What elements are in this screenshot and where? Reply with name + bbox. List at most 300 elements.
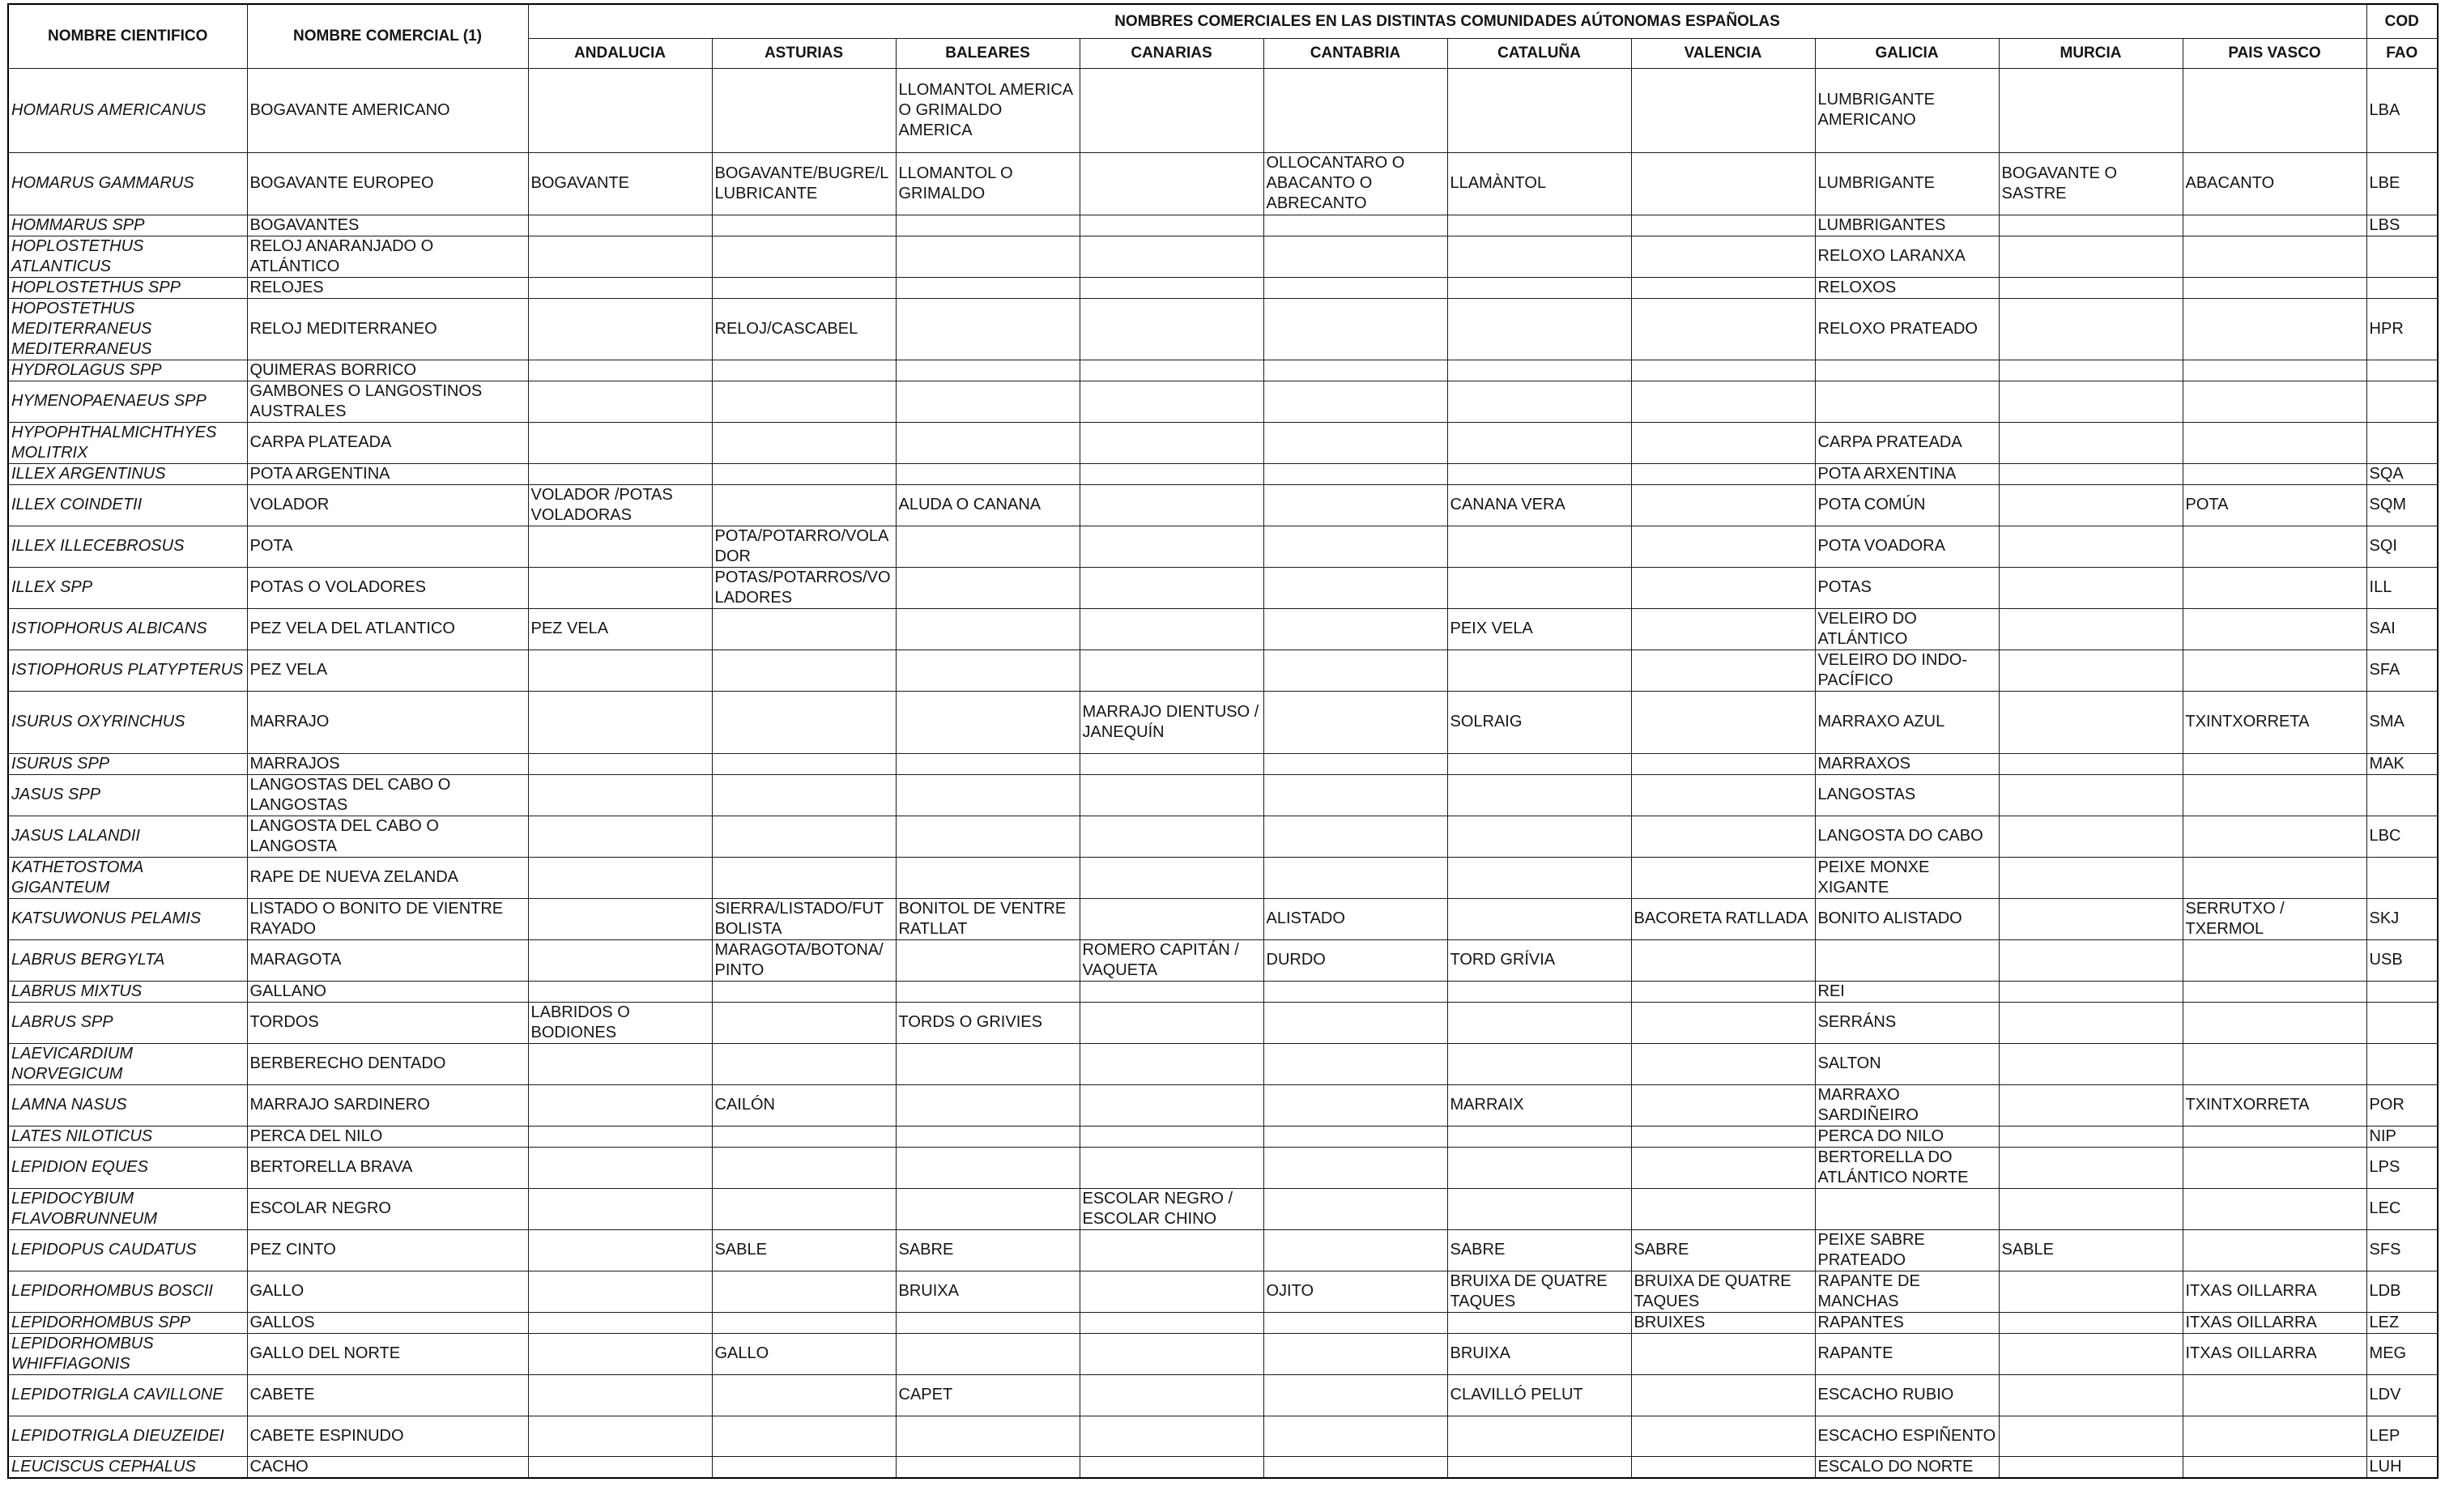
- pais-vasco-name-cell: TXINTXORRETA: [2183, 691, 2366, 753]
- asturias-name-cell: [712, 422, 896, 463]
- galicia-name-cell: PEIXE SABRE PRATEADO: [1815, 1229, 1999, 1271]
- cataluna-name-cell: TORD GRÍVIA: [1447, 939, 1631, 981]
- commercial-name-cell: VOLADOR: [247, 484, 528, 526]
- asturias-name-cell: GALLO: [712, 1333, 896, 1374]
- murcia-name-cell: [1999, 1084, 2183, 1126]
- table-row: [8, 1188, 2438, 1229]
- andalucia-name-cell: [528, 526, 712, 567]
- baleares-name-cell: [896, 1188, 1080, 1229]
- cataluna-name-cell: [1447, 650, 1631, 691]
- valencia-name-cell: [1631, 152, 1815, 215]
- pais-vasco-name-cell: [2183, 68, 2366, 152]
- galicia-name-cell: VELEIRO DO ATLÁNTICO: [1815, 608, 1999, 650]
- fao-code-cell: NIP: [2366, 1126, 2438, 1147]
- murcia-name-cell: [1999, 1043, 2183, 1084]
- galicia-name-cell: ESCALO DO NORTE: [1815, 1456, 1999, 1478]
- valencia-name-cell: BRUIXES: [1631, 1312, 1815, 1333]
- cataluna-name-cell: [1447, 857, 1631, 898]
- cantabria-name-cell: [1263, 1374, 1447, 1416]
- canarias-name-cell: [1080, 1416, 1263, 1456]
- valencia-name-cell: [1631, 753, 1815, 774]
- murcia-name-cell: [1999, 1456, 2183, 1478]
- murcia-name-cell: [1999, 422, 2183, 463]
- asturias-name-cell: [712, 215, 896, 236]
- pais-vasco-name-cell: [2183, 1043, 2366, 1084]
- commercial-name-cell: GALLOS: [247, 1312, 528, 1333]
- commercial-name-cell: GALLANO: [247, 981, 528, 1002]
- cantabria-name-cell: [1263, 1147, 1447, 1188]
- baleares-name-cell: ALUDA O CANANA: [896, 484, 1080, 526]
- scientific-name-cell: JASUS SPP: [8, 774, 247, 816]
- table-row: [8, 567, 2438, 608]
- andalucia-name-cell: [528, 236, 712, 277]
- table-row: [8, 1126, 2438, 1147]
- andalucia-name-cell: PEZ VELA: [528, 608, 712, 650]
- murcia-name-cell: [1999, 939, 2183, 981]
- andalucia-name-cell: [528, 360, 712, 381]
- cataluna-name-cell: [1447, 422, 1631, 463]
- fao-code-cell: LEC: [2366, 1188, 2438, 1229]
- scientific-name-cell: ILLEX ILLECEBROSUS: [8, 526, 247, 567]
- galicia-name-cell: VELEIRO DO INDO-PACÍFICO: [1815, 650, 1999, 691]
- cantabria-name-cell: OJITO: [1263, 1271, 1447, 1312]
- scientific-name-cell: HOMARUS GAMMARUS: [8, 152, 247, 215]
- valencia-name-cell: [1631, 1002, 1815, 1043]
- asturias-name-cell: [712, 1147, 896, 1188]
- commercial-name-cell: ESCOLAR NEGRO: [247, 1188, 528, 1229]
- canarias-name-cell: [1080, 567, 1263, 608]
- galicia-name-cell: RAPANTES: [1815, 1312, 1999, 1333]
- cantabria-name-cell: [1263, 567, 1447, 608]
- fao-code-cell: HPR: [2366, 298, 2438, 360]
- fao-code-cell: LUH: [2366, 1456, 2438, 1478]
- scientific-name-cell: HOPLOSTETHUS ATLANTICUS: [8, 236, 247, 277]
- pais-vasco-name-cell: [2183, 1229, 2366, 1271]
- valencia-name-cell: [1631, 360, 1815, 381]
- header-cod: COD: [2366, 4, 2438, 38]
- canarias-name-cell: ESCOLAR NEGRO / ESCOLAR CHINO: [1080, 1188, 1263, 1229]
- cantabria-name-cell: DURDO: [1263, 939, 1447, 981]
- canarias-name-cell: [1080, 1043, 1263, 1084]
- canarias-name-cell: [1080, 298, 1263, 360]
- commercial-name-cell: CACHO: [247, 1456, 528, 1478]
- scientific-name-cell: LEPIDORHOMBUS SPP: [8, 1312, 247, 1333]
- andalucia-name-cell: VOLADOR /POTAS VOLADORAS: [528, 484, 712, 526]
- pais-vasco-name-cell: [2183, 215, 2366, 236]
- andalucia-name-cell: LABRIDOS O BODIONES: [528, 1002, 712, 1043]
- andalucia-name-cell: [528, 753, 712, 774]
- fao-code-cell: SQM: [2366, 484, 2438, 526]
- canarias-name-cell: [1080, 422, 1263, 463]
- pais-vasco-name-cell: [2183, 650, 2366, 691]
- asturias-name-cell: [712, 1188, 896, 1229]
- commercial-name-cell: MARRAJO: [247, 691, 528, 753]
- pais-vasco-name-cell: [2183, 463, 2366, 484]
- commercial-name-cell: RELOJ MEDITERRANEO: [247, 298, 528, 360]
- andalucia-name-cell: [528, 857, 712, 898]
- valencia-name-cell: [1631, 215, 1815, 236]
- asturias-name-cell: RELOJ/CASCABEL: [712, 298, 896, 360]
- cataluna-name-cell: [1447, 298, 1631, 360]
- fao-code-cell: SQI: [2366, 526, 2438, 567]
- pais-vasco-name-cell: [2183, 1416, 2366, 1456]
- pais-vasco-name-cell: [2183, 608, 2366, 650]
- commercial-name-cell: BOGAVANTES: [247, 215, 528, 236]
- table-row: [8, 1084, 2438, 1126]
- table-row: [8, 1271, 2438, 1312]
- asturias-name-cell: [712, 463, 896, 484]
- fao-code-cell: LPS: [2366, 1147, 2438, 1188]
- cantabria-name-cell: [1263, 857, 1447, 898]
- andalucia-name-cell: BOGAVANTE: [528, 152, 712, 215]
- baleares-name-cell: [896, 981, 1080, 1002]
- canarias-name-cell: [1080, 277, 1263, 298]
- valencia-name-cell: [1631, 463, 1815, 484]
- table-row: [8, 1229, 2438, 1271]
- andalucia-name-cell: [528, 1043, 712, 1084]
- andalucia-name-cell: [528, 1312, 712, 1333]
- andalucia-name-cell: [528, 1456, 712, 1478]
- galicia-name-cell: PERCA DO NILO: [1815, 1126, 1999, 1147]
- baleares-name-cell: TORDS O GRIVIES: [896, 1002, 1080, 1043]
- canarias-name-cell: [1080, 898, 1263, 939]
- scientific-name-cell: ISURUS SPP: [8, 753, 247, 774]
- scientific-name-cell: LAMNA NASUS: [8, 1084, 247, 1126]
- valencia-name-cell: [1631, 381, 1815, 422]
- murcia-name-cell: [1999, 381, 2183, 422]
- canarias-name-cell: [1080, 152, 1263, 215]
- murcia-name-cell: [1999, 215, 2183, 236]
- scientific-name-cell: LEUCISCUS CEPHALUS: [8, 1456, 247, 1478]
- galicia-name-cell: POTAS: [1815, 567, 1999, 608]
- pais-vasco-name-cell: SERRUTXO / TXERMOL: [2183, 898, 2366, 939]
- valencia-name-cell: [1631, 608, 1815, 650]
- baleares-name-cell: [896, 215, 1080, 236]
- table-row: [8, 215, 2438, 236]
- baleares-name-cell: SABRE: [896, 1229, 1080, 1271]
- cantabria-name-cell: [1263, 360, 1447, 381]
- asturias-name-cell: SABLE: [712, 1229, 896, 1271]
- valencia-name-cell: [1631, 1374, 1815, 1416]
- baleares-name-cell: [896, 298, 1080, 360]
- valencia-name-cell: SABRE: [1631, 1229, 1815, 1271]
- asturias-name-cell: [712, 381, 896, 422]
- header-scientific-name: NOMBRE CIENTIFICO: [8, 4, 247, 68]
- asturias-name-cell: CAILÓN: [712, 1084, 896, 1126]
- andalucia-name-cell: [528, 298, 712, 360]
- asturias-name-cell: [712, 1271, 896, 1312]
- murcia-name-cell: [1999, 608, 2183, 650]
- galicia-name-cell: ESCACHO ESPIÑENTO: [1815, 1416, 1999, 1456]
- commercial-name-cell: TORDOS: [247, 1002, 528, 1043]
- table-row: [8, 939, 2438, 981]
- table-row: [8, 526, 2438, 567]
- cataluna-name-cell: LLAMÀNTOL: [1447, 152, 1631, 215]
- murcia-name-cell: [1999, 774, 2183, 816]
- andalucia-name-cell: [528, 816, 712, 857]
- canarias-name-cell: [1080, 981, 1263, 1002]
- canarias-name-cell: [1080, 608, 1263, 650]
- cantabria-name-cell: [1263, 1188, 1447, 1229]
- commercial-name-cell: RELOJES: [247, 277, 528, 298]
- murcia-name-cell: [1999, 1333, 2183, 1374]
- header-commercial-name: NOMBRE COMERCIAL (1): [247, 4, 528, 68]
- cantabria-name-cell: [1263, 215, 1447, 236]
- table-row: [8, 1312, 2438, 1333]
- table-row: [8, 608, 2438, 650]
- commercial-name-cell: PEZ CINTO: [247, 1229, 528, 1271]
- pais-vasco-name-cell: [2183, 1002, 2366, 1043]
- andalucia-name-cell: [528, 691, 712, 753]
- scientific-name-cell: LEPIDION EQUES: [8, 1147, 247, 1188]
- andalucia-name-cell: [528, 567, 712, 608]
- asturias-name-cell: [712, 650, 896, 691]
- valencia-name-cell: [1631, 1416, 1815, 1456]
- murcia-name-cell: [1999, 277, 2183, 298]
- cataluna-name-cell: [1447, 1456, 1631, 1478]
- commercial-name-cell: GAMBONES O LANGOSTINOS AUSTRALES: [247, 381, 528, 422]
- asturias-name-cell: [712, 1126, 896, 1147]
- andalucia-name-cell: [528, 68, 712, 152]
- galicia-name-cell: RAPANTE DE MANCHAS: [1815, 1271, 1999, 1312]
- andalucia-name-cell: [528, 1084, 712, 1126]
- valencia-name-cell: [1631, 650, 1815, 691]
- galicia-name-cell: POTA ARXENTINA: [1815, 463, 1999, 484]
- baleares-name-cell: [896, 691, 1080, 753]
- cantabria-name-cell: [1263, 1002, 1447, 1043]
- baleares-name-cell: [896, 608, 1080, 650]
- valencia-name-cell: [1631, 1188, 1815, 1229]
- baleares-name-cell: LLOMANTOL AMERICA O GRIMALDO AMERICA: [896, 68, 1080, 152]
- baleares-name-cell: CAPET: [896, 1374, 1080, 1416]
- pais-vasco-name-cell: [2183, 1456, 2366, 1478]
- andalucia-name-cell: [528, 898, 712, 939]
- table-body: [8, 68, 2438, 1478]
- header-region-asturias: ASTURIAS: [712, 38, 896, 68]
- galicia-name-cell: SERRÁNS: [1815, 1002, 1999, 1043]
- canarias-name-cell: [1080, 1374, 1263, 1416]
- table-row: [8, 463, 2438, 484]
- baleares-name-cell: [896, 236, 1080, 277]
- scientific-name-cell: HYMENOPAENAEUS SPP: [8, 381, 247, 422]
- cataluna-name-cell: SOLRAIG: [1447, 691, 1631, 753]
- cantabria-name-cell: [1263, 1312, 1447, 1333]
- canarias-name-cell: [1080, 68, 1263, 152]
- cantabria-name-cell: [1263, 463, 1447, 484]
- galicia-name-cell: SALTON: [1815, 1043, 1999, 1084]
- cataluna-name-cell: [1447, 463, 1631, 484]
- canarias-name-cell: MARRAJO DIENTUSO / JANEQUÍN: [1080, 691, 1263, 753]
- canarias-name-cell: [1080, 1126, 1263, 1147]
- cataluna-name-cell: BRUIXA DE QUATRE TAQUES: [1447, 1271, 1631, 1312]
- asturias-name-cell: [712, 691, 896, 753]
- valencia-name-cell: [1631, 1456, 1815, 1478]
- valencia-name-cell: [1631, 981, 1815, 1002]
- header-fao: FAO: [2366, 38, 2438, 68]
- commercial-name-cell: BOGAVANTE AMERICANO: [247, 68, 528, 152]
- pais-vasco-name-cell: [2183, 277, 2366, 298]
- cantabria-name-cell: [1263, 650, 1447, 691]
- cantabria-name-cell: [1263, 774, 1447, 816]
- cataluna-name-cell: CANANA VERA: [1447, 484, 1631, 526]
- fao-code-cell: LBE: [2366, 152, 2438, 215]
- fao-code-cell: MAK: [2366, 753, 2438, 774]
- galicia-name-cell: [1815, 939, 1999, 981]
- baleares-name-cell: [896, 1147, 1080, 1188]
- murcia-name-cell: [1999, 981, 2183, 1002]
- asturias-name-cell: [712, 68, 896, 152]
- scientific-name-cell: JASUS LALANDII: [8, 816, 247, 857]
- table-row: [8, 816, 2438, 857]
- header-region-pais-vasco: PAIS VASCO: [2183, 38, 2366, 68]
- asturias-name-cell: [712, 753, 896, 774]
- commercial-name-cell: CABETE: [247, 1374, 528, 1416]
- andalucia-name-cell: [528, 981, 712, 1002]
- baleares-name-cell: [896, 774, 1080, 816]
- andalucia-name-cell: [528, 1333, 712, 1374]
- murcia-name-cell: [1999, 1312, 2183, 1333]
- pais-vasco-name-cell: [2183, 1126, 2366, 1147]
- baleares-name-cell: [896, 1312, 1080, 1333]
- cataluna-name-cell: [1447, 981, 1631, 1002]
- scientific-name-cell: LAEVICARDIUM NORVEGICUM: [8, 1043, 247, 1084]
- asturias-name-cell: [712, 1374, 896, 1416]
- canarias-name-cell: [1080, 1084, 1263, 1126]
- baleares-name-cell: [896, 650, 1080, 691]
- table-row: [8, 1147, 2438, 1188]
- scientific-name-cell: LEPIDOPUS CAUDATUS: [8, 1229, 247, 1271]
- galicia-name-cell: RAPANTE: [1815, 1333, 1999, 1374]
- pais-vasco-name-cell: [2183, 939, 2366, 981]
- murcia-name-cell: [1999, 360, 2183, 381]
- table-row: [8, 774, 2438, 816]
- andalucia-name-cell: [528, 650, 712, 691]
- galicia-name-cell: RELOXOS: [1815, 277, 1999, 298]
- table-row: [8, 1333, 2438, 1374]
- fao-code-cell: SFA: [2366, 650, 2438, 691]
- murcia-name-cell: [1999, 1416, 2183, 1456]
- table-row: [8, 650, 2438, 691]
- asturias-name-cell: [712, 608, 896, 650]
- canarias-name-cell: [1080, 236, 1263, 277]
- cantabria-name-cell: [1263, 68, 1447, 152]
- fao-code-cell: LBA: [2366, 68, 2438, 152]
- pais-vasco-name-cell: ITXAS OILLARRA: [2183, 1312, 2366, 1333]
- baleares-name-cell: [896, 1126, 1080, 1147]
- cataluna-name-cell: [1447, 816, 1631, 857]
- fao-code-cell: LDB: [2366, 1271, 2438, 1312]
- canarias-name-cell: [1080, 215, 1263, 236]
- fao-code-cell: LDV: [2366, 1374, 2438, 1416]
- scientific-name-cell: ILLEX ARGENTINUS: [8, 463, 247, 484]
- cataluna-name-cell: BRUIXA: [1447, 1333, 1631, 1374]
- baleares-name-cell: [896, 753, 1080, 774]
- canarias-name-cell: [1080, 484, 1263, 526]
- cantabria-name-cell: [1263, 1333, 1447, 1374]
- andalucia-name-cell: [528, 463, 712, 484]
- canarias-name-cell: [1080, 1312, 1263, 1333]
- cataluna-name-cell: [1447, 1043, 1631, 1084]
- commercial-name-cell: MARRAJO SARDINERO: [247, 1084, 528, 1126]
- galicia-name-cell: [1815, 1188, 1999, 1229]
- scientific-name-cell: ISTIOPHORUS PLATYPTERUS: [8, 650, 247, 691]
- fao-code-cell: POR: [2366, 1084, 2438, 1126]
- table-row: [8, 277, 2438, 298]
- galicia-name-cell: RELOXO PRATEADO: [1815, 298, 1999, 360]
- murcia-name-cell: [1999, 68, 2183, 152]
- cataluna-name-cell: [1447, 236, 1631, 277]
- asturias-name-cell: MARAGOTA/BOTONA/PINTO: [712, 939, 896, 981]
- asturias-name-cell: [712, 1416, 896, 1456]
- murcia-name-cell: [1999, 1374, 2183, 1416]
- baleares-name-cell: [896, 360, 1080, 381]
- header-regions-group: NOMBRES COMERCIALES EN LAS DISTINTAS COMUNIDADES AÚTONOMAS ESPAÑOLAS: [528, 4, 2366, 38]
- canarias-name-cell: [1080, 526, 1263, 567]
- asturias-name-cell: [712, 857, 896, 898]
- canarias-name-cell: [1080, 1333, 1263, 1374]
- cantabria-name-cell: [1263, 608, 1447, 650]
- scientific-name-cell: HYDROLAGUS SPP: [8, 360, 247, 381]
- valencia-name-cell: [1631, 1084, 1815, 1126]
- fao-code-cell: SKJ: [2366, 898, 2438, 939]
- cantabria-name-cell: [1263, 1229, 1447, 1271]
- murcia-name-cell: BOGAVANTE O SASTRE: [1999, 152, 2183, 215]
- cantabria-name-cell: [1263, 298, 1447, 360]
- pais-vasco-name-cell: [2183, 360, 2366, 381]
- valencia-name-cell: [1631, 1043, 1815, 1084]
- fao-code-cell: [2366, 422, 2438, 463]
- canarias-name-cell: [1080, 381, 1263, 422]
- table-row: [8, 1043, 2438, 1084]
- header-region-cataluna: CATALUÑA: [1447, 38, 1631, 68]
- cataluna-name-cell: [1447, 381, 1631, 422]
- commercial-name-cell: GALLO DEL NORTE: [247, 1333, 528, 1374]
- baleares-name-cell: [896, 463, 1080, 484]
- fao-code-cell: LBS: [2366, 215, 2438, 236]
- cataluna-name-cell: [1447, 774, 1631, 816]
- fao-code-cell: SFS: [2366, 1229, 2438, 1271]
- canarias-name-cell: [1080, 857, 1263, 898]
- scientific-name-cell: LEPIDOCYBIUM FLAVOBRUNNEUM: [8, 1188, 247, 1229]
- fao-code-cell: [2366, 1043, 2438, 1084]
- baleares-name-cell: [896, 381, 1080, 422]
- scientific-name-cell: LEPIDORHOMBUS WHIFFIAGONIS: [8, 1333, 247, 1374]
- baleares-name-cell: BONITOL DE VENTRE RATLLAT: [896, 898, 1080, 939]
- baleares-name-cell: [896, 1416, 1080, 1456]
- canarias-name-cell: [1080, 1002, 1263, 1043]
- baleares-name-cell: BRUIXA: [896, 1271, 1080, 1312]
- cataluna-name-cell: PEIX VELA: [1447, 608, 1631, 650]
- cataluna-name-cell: [1447, 1126, 1631, 1147]
- galicia-name-cell: MARRAXO AZUL: [1815, 691, 1999, 753]
- commercial-name-cell: BERTORELLA BRAVA: [247, 1147, 528, 1188]
- baleares-name-cell: [896, 422, 1080, 463]
- galicia-name-cell: LUMBRIGANTE: [1815, 152, 1999, 215]
- asturias-name-cell: [712, 277, 896, 298]
- commercial-name-cell: POTAS O VOLADORES: [247, 567, 528, 608]
- cataluna-name-cell: [1447, 1312, 1631, 1333]
- scientific-name-cell: KATHETOSTOMA GIGANTEUM: [8, 857, 247, 898]
- cantabria-name-cell: ALISTADO: [1263, 898, 1447, 939]
- valencia-name-cell: [1631, 1147, 1815, 1188]
- asturias-name-cell: [712, 816, 896, 857]
- fao-code-cell: [2366, 857, 2438, 898]
- murcia-name-cell: [1999, 753, 2183, 774]
- valencia-name-cell: [1631, 691, 1815, 753]
- baleares-name-cell: [896, 526, 1080, 567]
- murcia-name-cell: [1999, 484, 2183, 526]
- cataluna-name-cell: [1447, 1147, 1631, 1188]
